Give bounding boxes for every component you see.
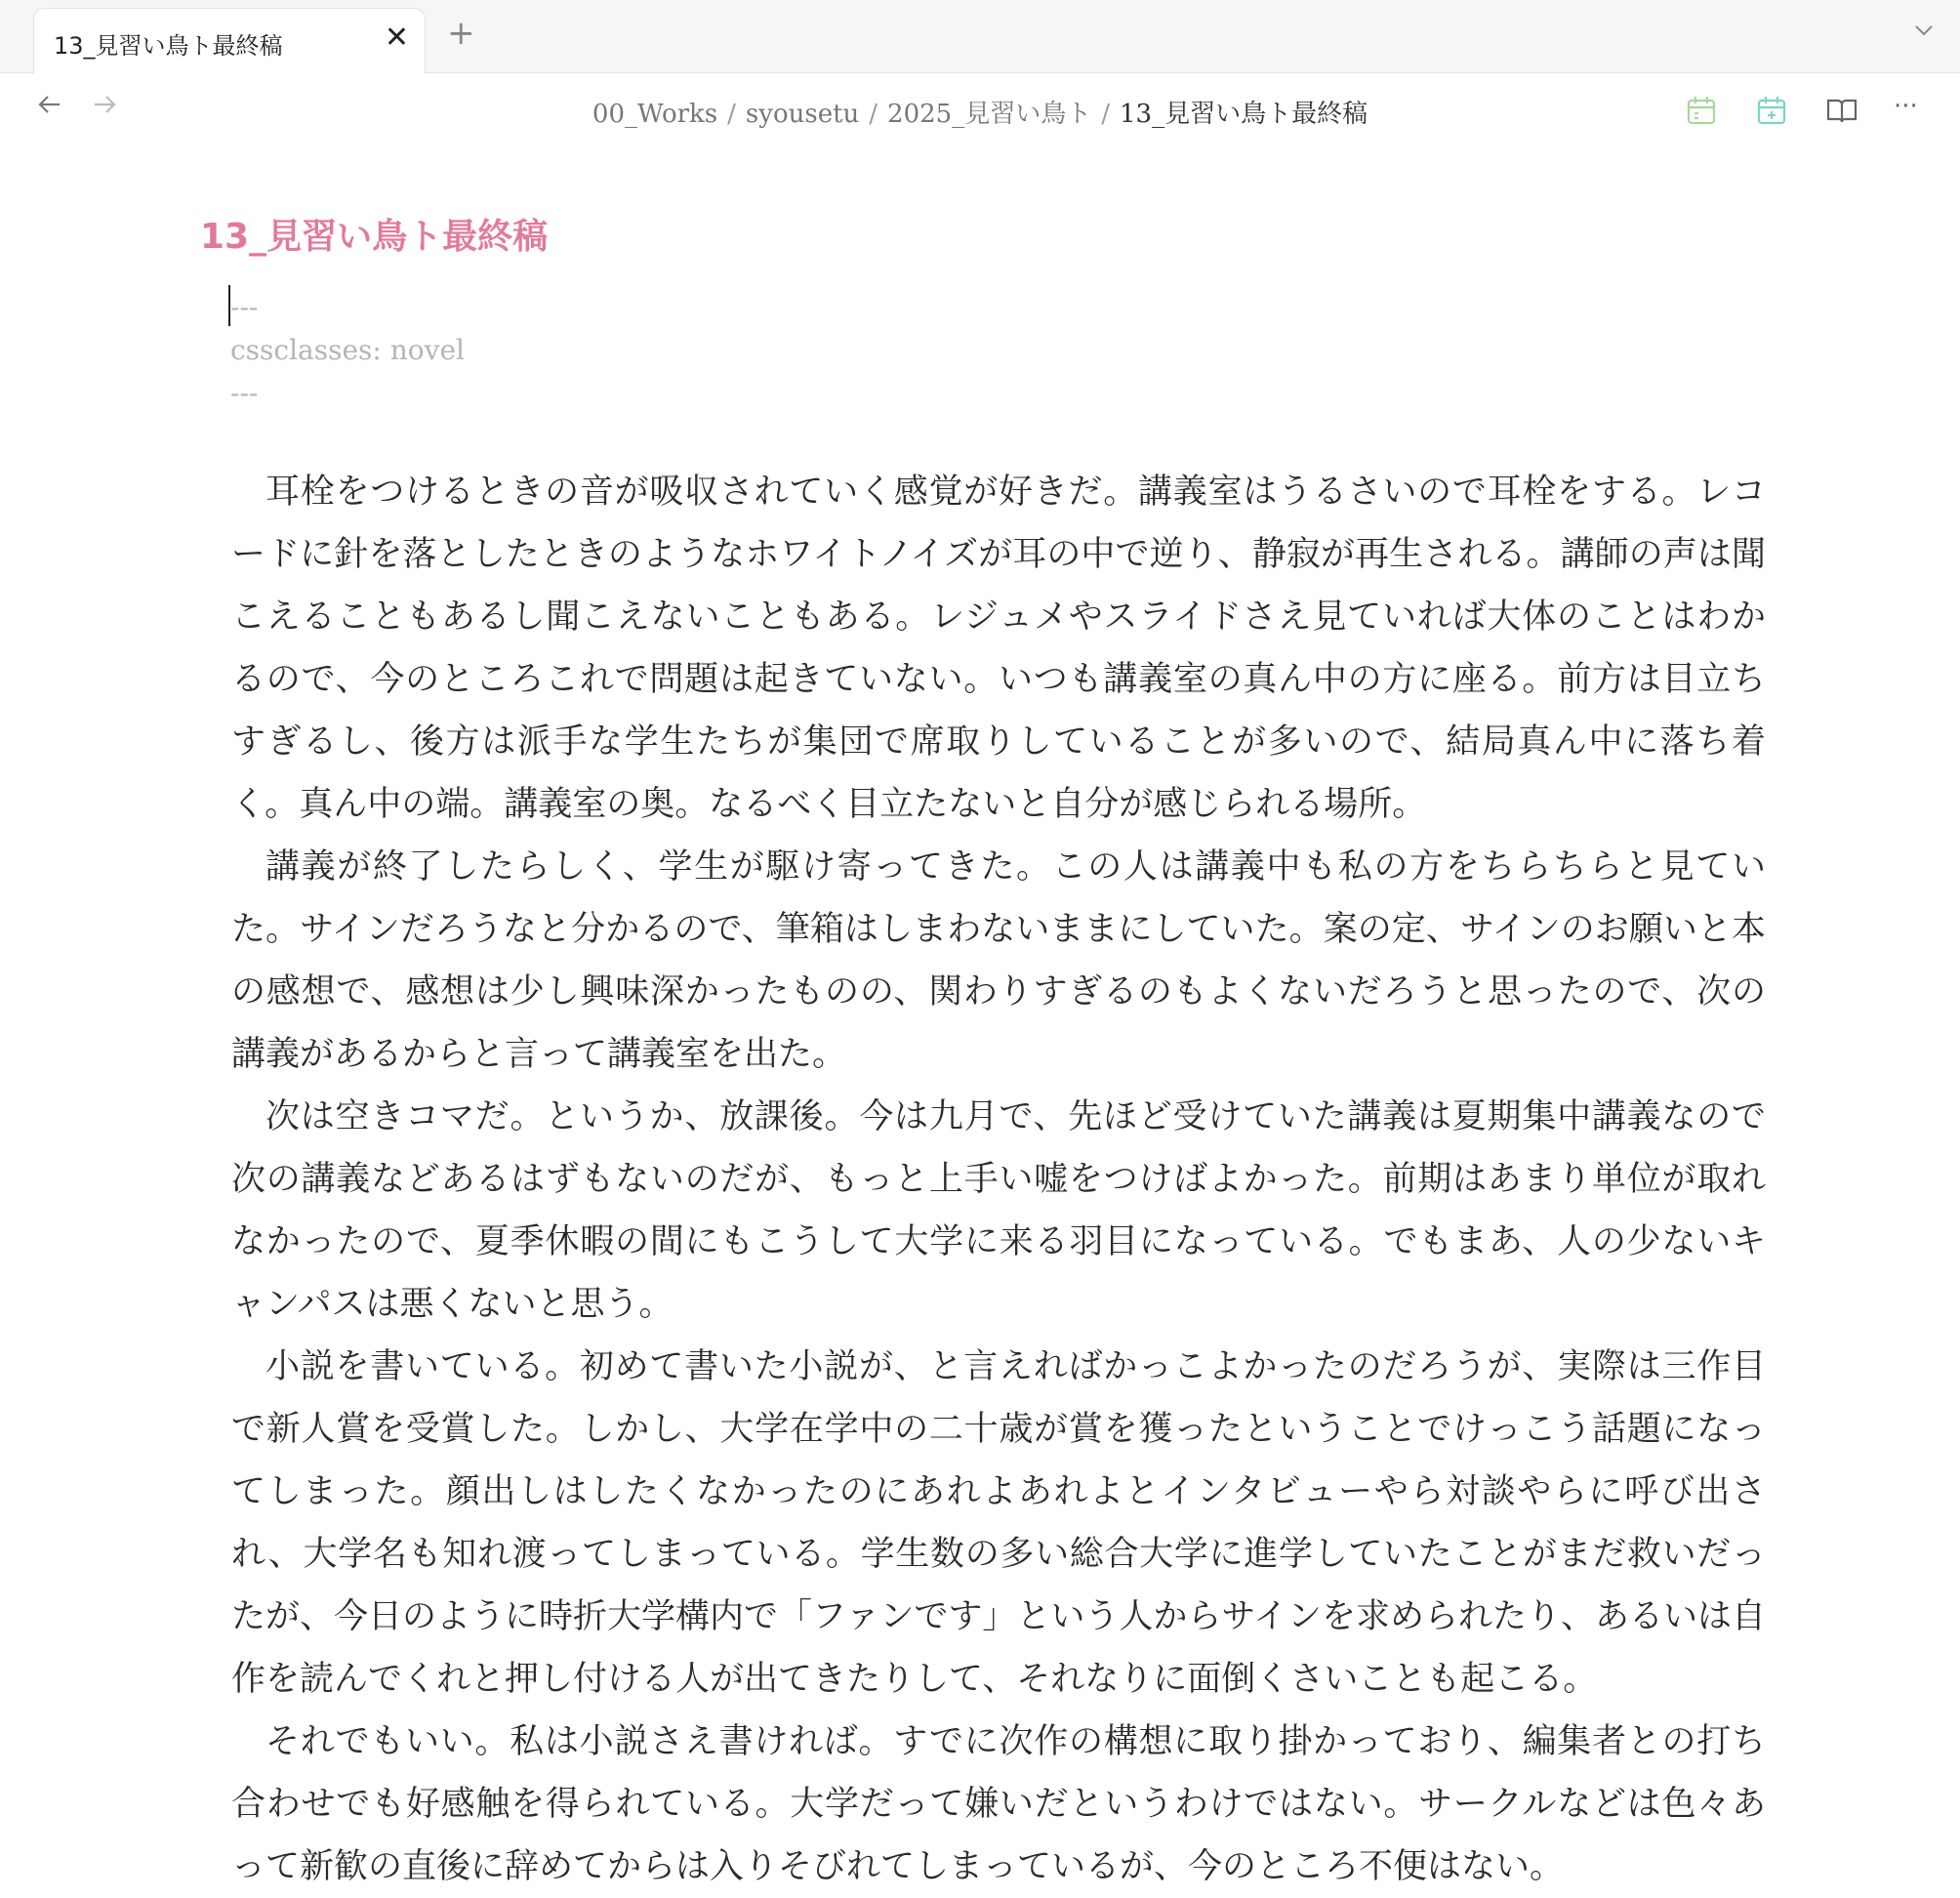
paragraph: 講義が終了したらしく、学生が駆け寄ってきた。この人は講義中も私の方をちらちらと見ていた。サインだろうなと分かるので、筆箱はしまわないままにしていた。案の定、サインのお願いと本の感想で、感想は少し興味深かったものの、関わりすぎるのもよくないだろうと思ったので、次の講義があるからと言って講義室を出た。 — [231, 847, 1766, 1074]
paragraph: それでもいい。私は小説さえ書ければ。すでに次作の構想に取り掛かっており、編集者との打ち合わせでも好感触を得られている。大学だって嫌いだというわけではない。サークルなどは色々あって新歓の直後に辞めてからは入りそびれてしまっているが、今のところ不便はない。 — [231, 1722, 1766, 1886]
frontmatter-delimiter[interactable]: --- — [230, 377, 259, 409]
breadcrumb-current[interactable]: 13_見習い鳥ト最終稿 — [1119, 100, 1368, 129]
paragraph: 小説を書いている。初めて書いた小説が、と言えればかっこよかったのだろうが、実際は三作目で新人賞を受賞した。しかし、大学在学中の二十歳が賞を獲ったということでけっこう話題になってしまった。顔出しはしたくなかったのにあれよあれよとインタビューやら対談やらに呼び出され、大学名も知れ渡ってしまっている。学生数の多い総合大学に進学していたことがまだ救いだったが、今日のように時折大学構内で「ファンです」という人からサインを求められたり、あるいは自作を読んでくれと押し付ける人が出てきたりして、それなりに面倒くさいことも起こる。 — [231, 1347, 1766, 1699]
frontmatter-cssclasses[interactable]: cssclasses: novel — [230, 334, 465, 366]
reading-view-icon[interactable] — [1825, 94, 1858, 127]
breadcrumb-item[interactable]: 00_Works — [592, 100, 718, 129]
breadcrumb-separator: / — [869, 100, 878, 129]
new-tab-button[interactable]: + — [447, 14, 475, 53]
note-title[interactable]: 13_見習い鳥ト最終稿 — [200, 217, 549, 257]
paragraph: 耳栓をつけるときの音が吸収されていく感覚が好きだ。講義室はうるさいので耳栓をする。レコードに針を落としたときのようなホワイトノイズが耳の中で逆り、静寂が再生される。講師の声は聞こえることもあるし聞こえないこともある。レジュメやスライドさえ見ていれば大体のことはわかるので、今のところこれで問題は起きていない。いつも講義室の真ん中の方に座る。前方は目立ちすぎるし、後方は派手な学生たちが集団で席取りしていることが多いので、結局真ん中に落ち着く。真ん中の端。講義室の奥。なるべく目立たないと自分が感じられる場所。 — [231, 473, 1766, 824]
more-options-icon[interactable]: ··· — [1894, 92, 1918, 121]
breadcrumb-item[interactable]: 2025_見習い鳥ト — [887, 100, 1092, 129]
paragraph: 次は空きコマだ。というか、放課後。今は九月で、先ほど受けていた講義は夏期集中講義なので次の講義などあるはずもないのだが、もっと上手い嘘をつけばよかった。前期はあまり単位が取れなかったので、夏季休暇の間にもこうして大学に来る羽目になっている。でもまあ、人の少ないキャンパスは悪くないと思う。 — [231, 1097, 1766, 1324]
chevron-down-icon[interactable] — [1913, 20, 1935, 41]
breadcrumb-separator: / — [727, 100, 736, 129]
frontmatter-delimiter[interactable]: --- — [230, 291, 259, 323]
breadcrumb — [0, 94, 1960, 130]
tab-title: 13_見習い鳥ト最終稿 — [54, 32, 283, 60]
breadcrumb-item[interactable]: syousetu — [745, 100, 860, 129]
close-icon[interactable]: ✕ — [384, 21, 409, 55]
tab-bar — [0, 0, 1960, 73]
breadcrumb-separator: / — [1101, 100, 1110, 129]
calendar-plus-icon[interactable] — [1755, 94, 1788, 127]
note-body[interactable] — [231, 461, 1766, 1898]
calendar-icon[interactable] — [1685, 94, 1718, 127]
tab-active[interactable] — [33, 8, 426, 74]
